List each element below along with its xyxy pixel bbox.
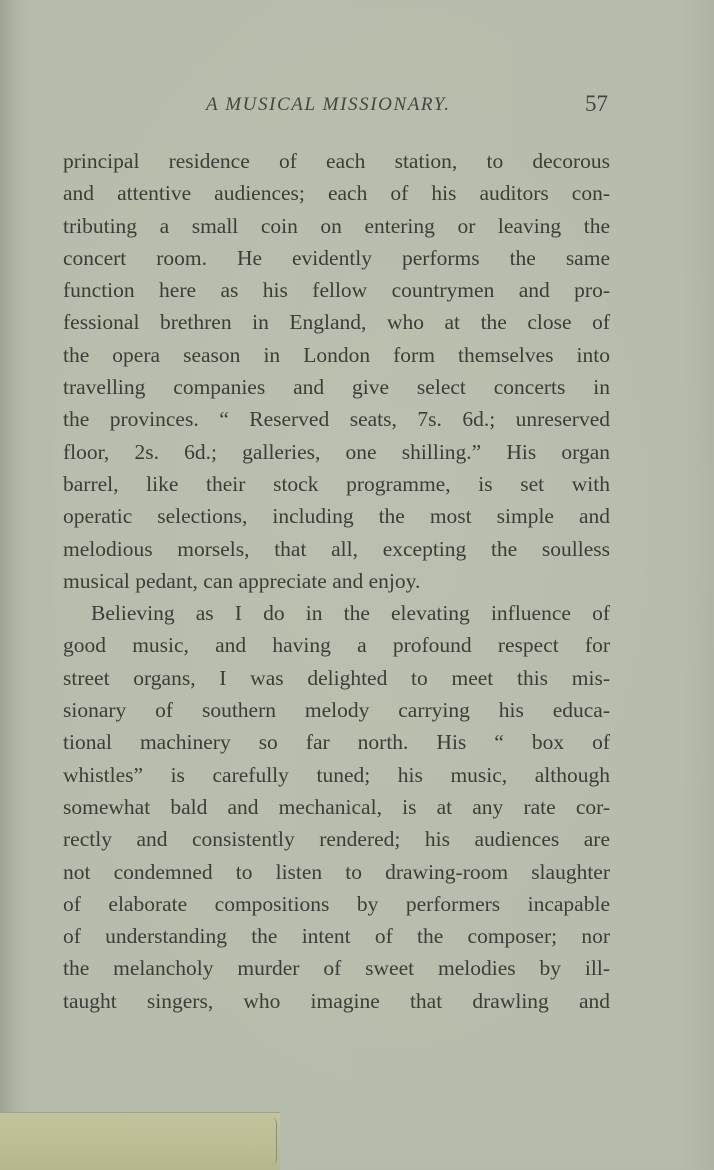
text-line: barrel, like their stock programme, is set with — [63, 471, 610, 496]
text-line: good music, and having a profound respect for — [63, 633, 610, 658]
text-line: of understanding the intent of the composer; nor — [63, 924, 610, 949]
text-line: the opera season in London form themselves into — [63, 342, 610, 367]
text-line: whistles” is carefully tuned; his music, although — [63, 762, 610, 787]
text-line: rectly and consistently rendered; his audiences are — [63, 827, 610, 852]
body-text — [63, 145, 610, 1017]
text-line: tional machinery so far north. His “ box of — [63, 730, 610, 755]
text-line: operatic selections, including the most simple and — [63, 504, 610, 529]
text-line: the provinces. “ Reserved seats, 7s. 6d.; unreserved — [63, 407, 610, 432]
text-line: fessional brethren in England, who at the close of — [63, 310, 610, 335]
text-line: somewhat bald and mechanical, is at any rate cor- — [63, 794, 610, 819]
text-line: tributing a small coin on entering or leaving the — [63, 213, 610, 238]
text-line: function here as his fellow countrymen and pro- — [63, 278, 610, 303]
text-line: and attentive audiences; each of his auditors con- — [63, 181, 610, 206]
running-title: A MUSICAL MISSIONARY. — [206, 94, 451, 115]
page-header — [0, 91, 714, 124]
text-line: floor, 2s. 6d.; galleries, one shilling.” His organ — [63, 439, 610, 464]
page-gutter-shadow — [0, 0, 14, 1169]
text-line: not condemned to listen to drawing-room slaughter — [63, 859, 610, 884]
page-number: 57 — [585, 91, 608, 116]
text-line: the melancholy murder of sweet melodies by ill- — [63, 956, 610, 981]
text-line: concert room. He evidently performs the same — [63, 245, 610, 270]
text-line: of elaborate compositions by performers incapable — [63, 891, 610, 916]
paragraph-first-line: Believing as I do in the elevating influence of — [91, 601, 610, 626]
text-line: sionary of southern melody carrying his educa- — [63, 698, 610, 723]
text-line: melodious morsels, that all, excepting the soulless — [63, 536, 610, 561]
page-corner-tab — [0, 1112, 280, 1170]
text-line: taught singers, who imagine that drawling and — [63, 988, 610, 1013]
text-line: travelling companies and give select concerts in — [63, 375, 610, 400]
page-corner-tab-edge — [272, 1118, 277, 1164]
text-line: street organs, I was delighted to meet this mis- — [63, 665, 610, 690]
text-line: principal residence of each station, to decorous — [63, 149, 610, 173]
paragraph-end-line: musical pedant, can appreciate and enjoy. — [63, 568, 421, 593]
